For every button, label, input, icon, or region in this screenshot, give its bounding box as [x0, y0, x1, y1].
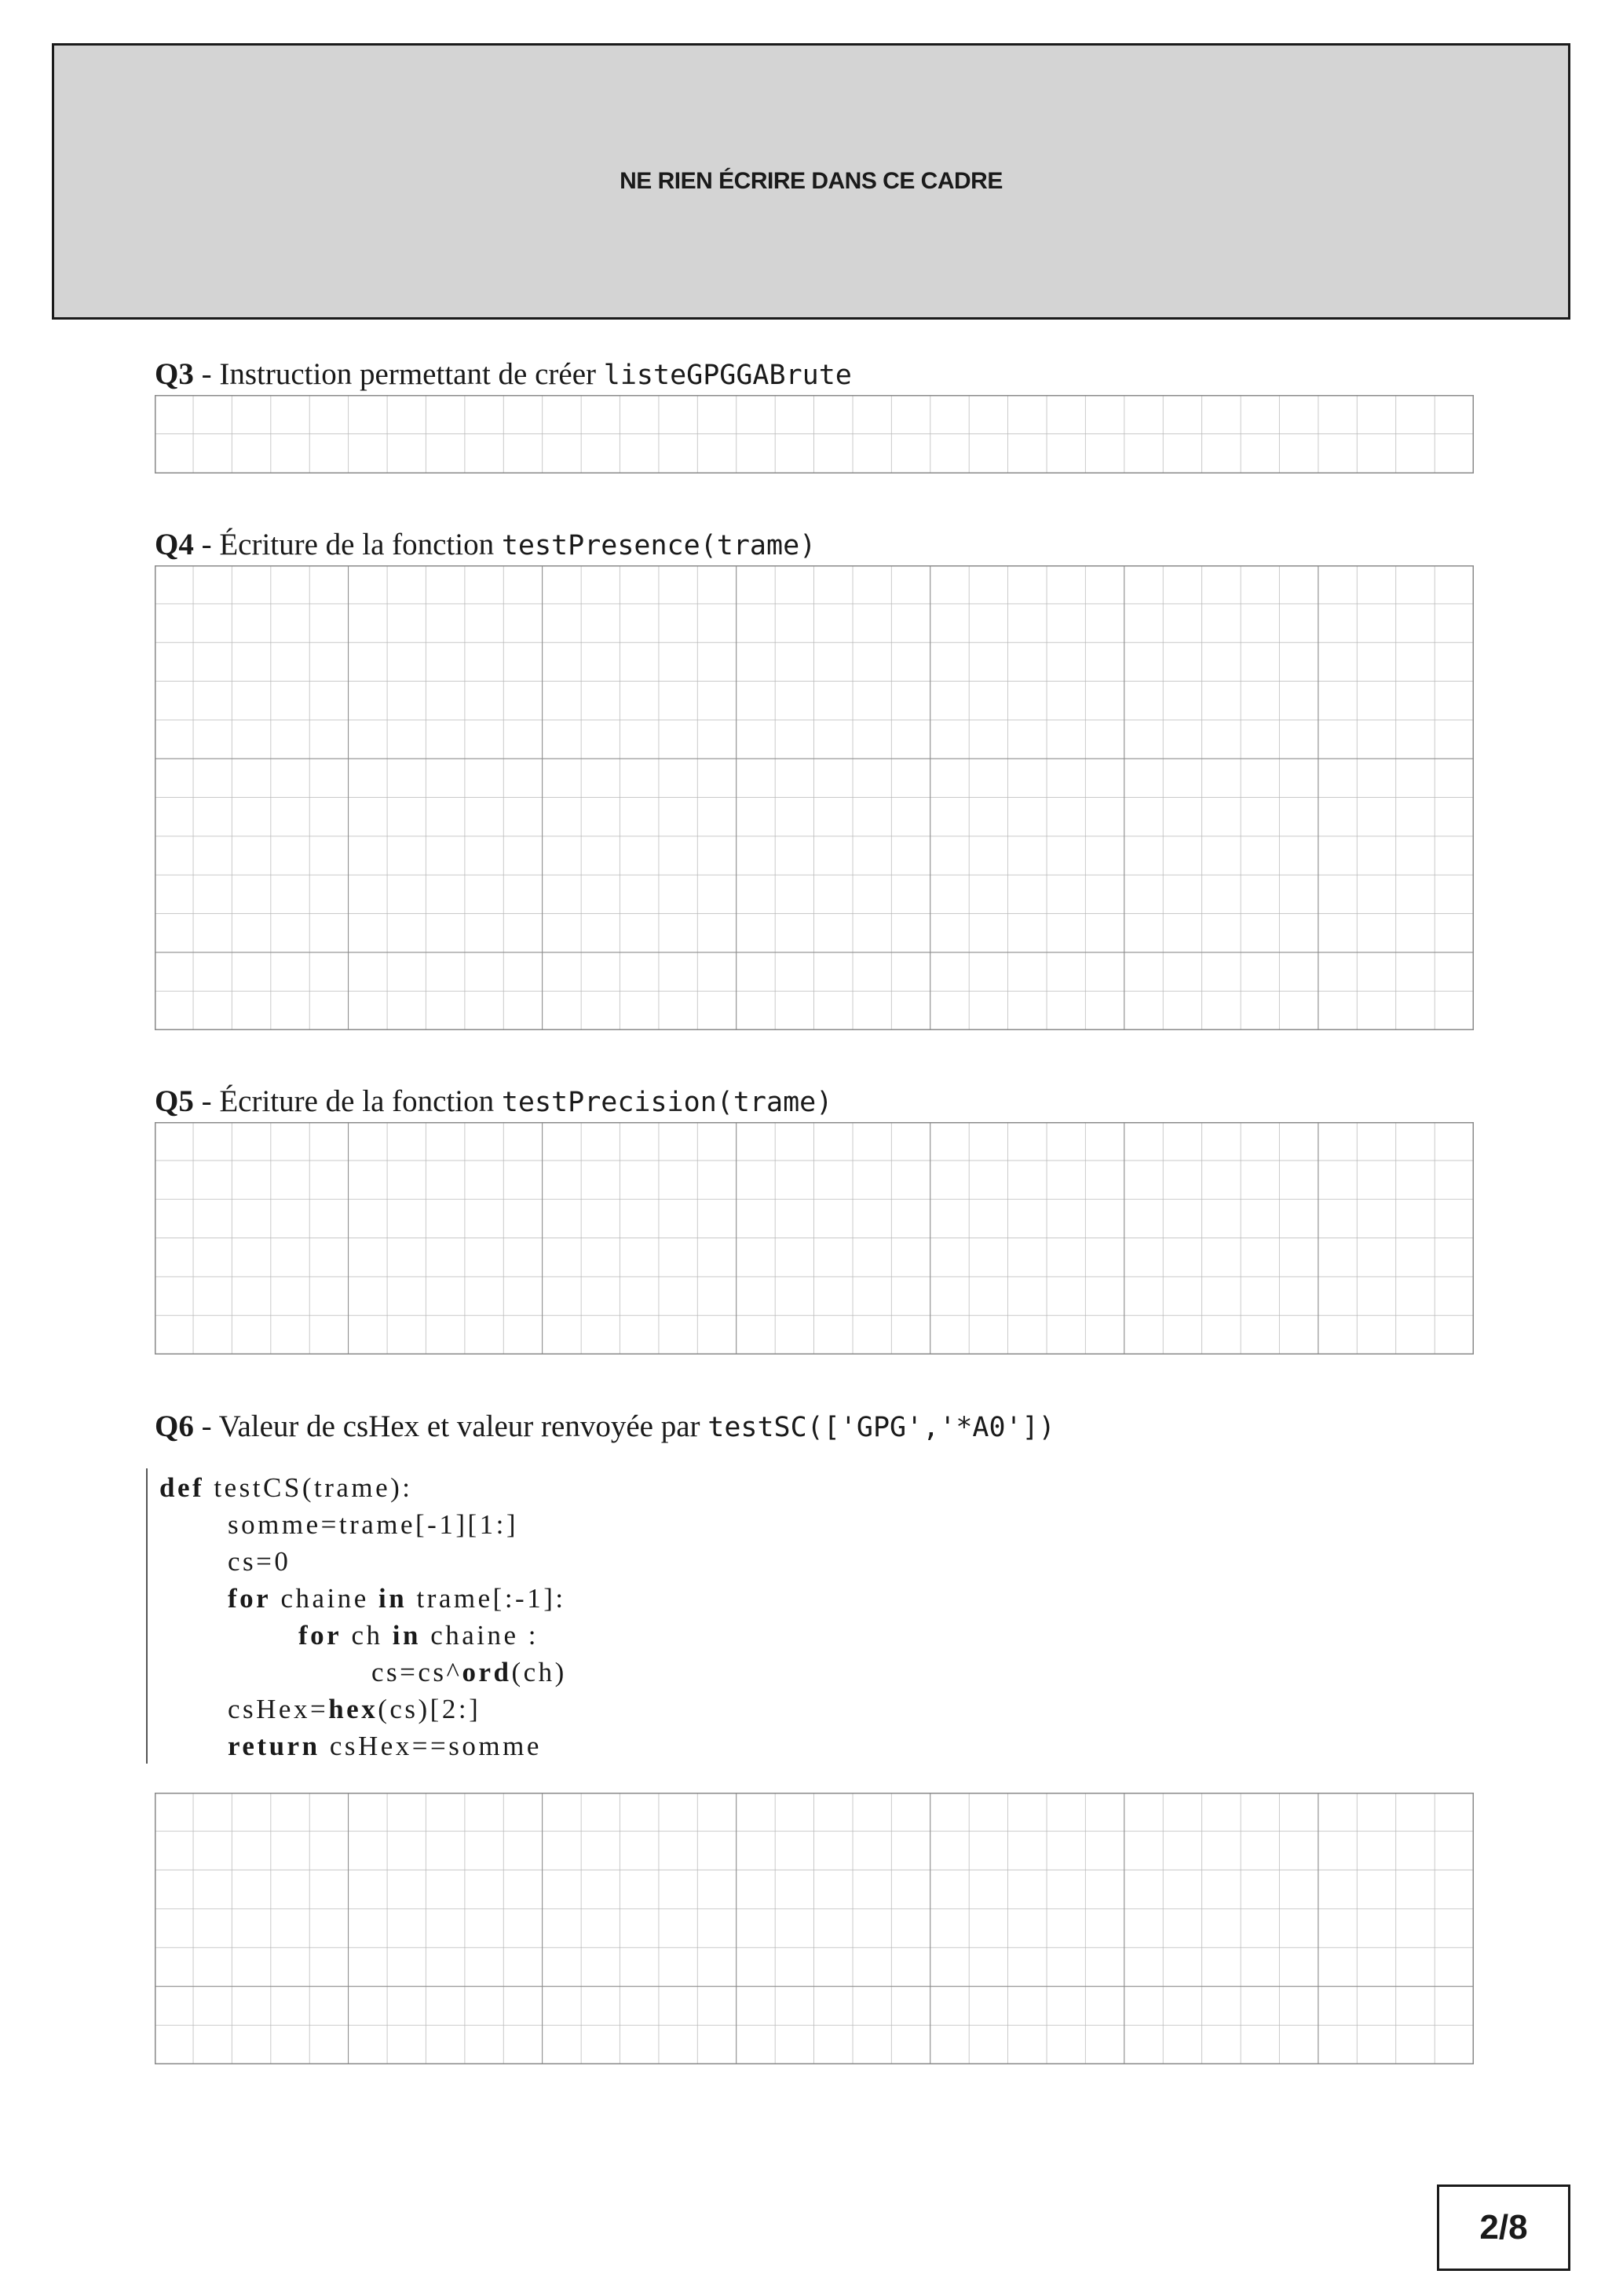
question-number: Q5 [155, 1084, 194, 1118]
do-not-write-frame [52, 43, 1570, 320]
question-number: Q6 [155, 1409, 194, 1443]
answer-grid-q5[interactable] [155, 1122, 1474, 1355]
question-text: - Valeur de csHex et valeur renvoyée par [193, 1409, 708, 1443]
question-code: testSC(['GPG','*A0']) [707, 1412, 1055, 1443]
code-line-3: cs=0 [228, 1546, 291, 1577]
answer-grid-q4[interactable] [155, 565, 1474, 1030]
question-text: - Écriture de la fonction [193, 1084, 502, 1118]
code-line-8: return csHex==somme [228, 1731, 542, 1761]
answer-grid-q6[interactable] [155, 1793, 1474, 2064]
question-text: - Écriture de la fonction [193, 528, 502, 561]
do-not-write-label: NE RIEN ÉCRIRE DANS CE CADRE [620, 168, 1003, 194]
code-line-6: cs=cs^ord(ch) [371, 1657, 567, 1687]
code-line-7: csHex=hex(cs)[2:] [228, 1694, 481, 1724]
question-q6-title [155, 1411, 1055, 1442]
code-line-1: def testCS(trame): [159, 1472, 413, 1503]
question-text: - Instruction permettant de créer [193, 357, 604, 391]
page-number: 2/8 [1479, 2208, 1528, 2247]
question-code: testPresence(trame) [501, 530, 817, 561]
code-line-4: for chaine in trame[:-1]: [228, 1583, 566, 1614]
question-q3-title [155, 359, 852, 389]
code-listing-testcs [146, 1468, 854, 1764]
code-line-2: somme=trame[-1][1:] [228, 1509, 519, 1540]
answer-grid-q3[interactable] [155, 395, 1474, 473]
question-q5-title [155, 1086, 832, 1117]
question-code: listeGPGGABrute [603, 360, 852, 391]
question-number: Q4 [155, 528, 194, 561]
question-q4-title [155, 529, 816, 560]
question-code: testPrecision(trame) [501, 1087, 833, 1118]
question-number: Q3 [155, 357, 194, 391]
page-number-box [1437, 2184, 1570, 2271]
code-line-5: for ch in chaine : [298, 1620, 539, 1651]
